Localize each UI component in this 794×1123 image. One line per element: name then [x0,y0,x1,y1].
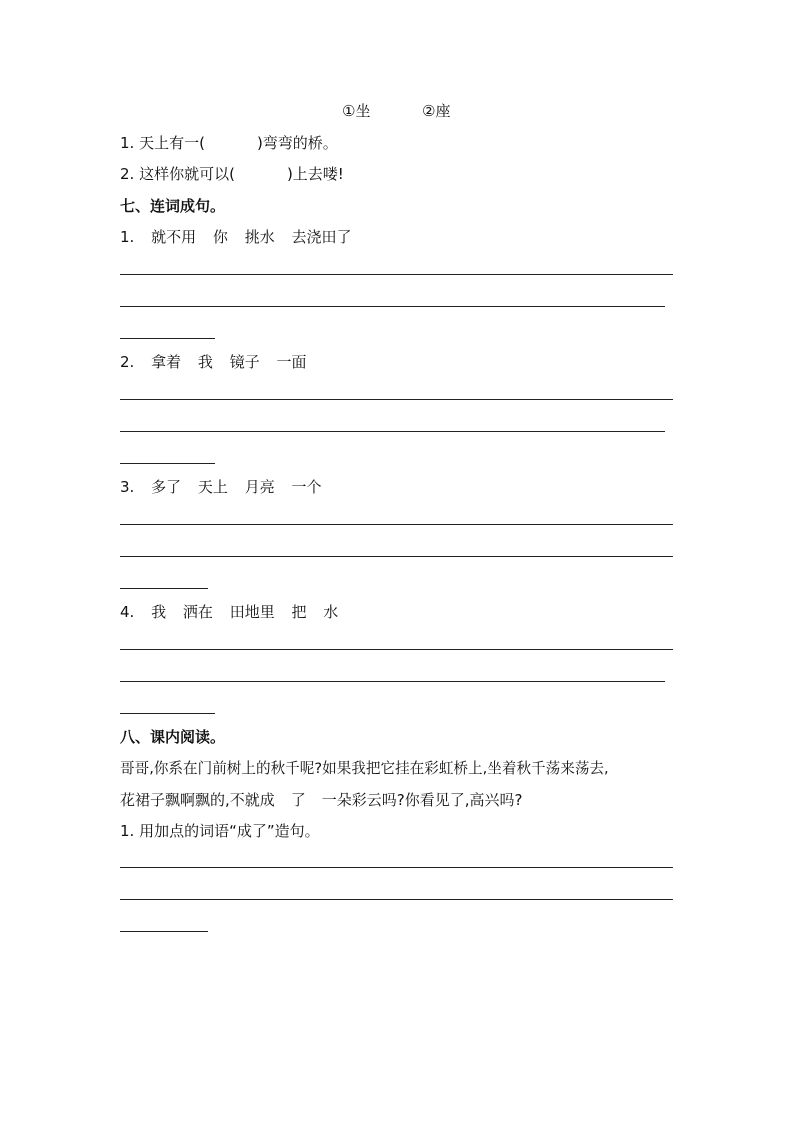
section-7-title: 七、连词成句。 [120,197,226,215]
answer-line[interactable] [120,524,673,525]
sentence-item-2 [120,352,307,372]
answer-line[interactable] [120,338,215,339]
answer-line[interactable] [120,931,208,932]
word: 月亮 [244,478,275,496]
answer-line[interactable] [120,681,665,682]
answer-line[interactable] [120,588,208,589]
fill-item-pre: 这样你就可以( [139,165,235,183]
answer-line[interactable] [120,399,673,400]
sentence-item-4 [120,602,338,622]
answer-line[interactable] [120,306,665,307]
fill-item-pre: 天上有一( [139,134,205,152]
word: 洒在 [182,603,213,621]
fill-item-post: )弯弯的桥。 [256,134,338,152]
word: 一面 [276,353,307,371]
word: 去浇田了 [291,228,352,246]
answer-line[interactable] [120,899,673,900]
question-1: 1. 用加点的词语“成了”造句。 [120,822,320,840]
fill-item-2 [120,164,344,184]
passage-text: 花裙子飘啊飘的,不就成 [120,791,275,809]
answer-line[interactable] [120,463,215,464]
word: 拿着 [151,353,182,371]
answer-line[interactable] [120,274,673,275]
passage-line-2 [120,790,523,810]
fill-item-post: )上去喽! [286,165,344,183]
word: 就不用 [151,228,197,246]
passage-text: 一朵彩云吗?你看见了,高兴吗? [321,791,523,809]
word: 你 [212,228,228,246]
answer-line[interactable] [120,867,673,868]
fill-item-num: 1. [120,134,135,152]
choice-a: ①坐 [342,102,371,120]
item-num: 3. [120,478,135,496]
word: 水 [323,603,339,621]
word: 天上 [197,478,228,496]
sentence-item-1 [120,227,352,247]
fill-item-1 [120,133,338,153]
word: 镜子 [229,353,260,371]
word: 挑水 [244,228,275,246]
word: 田地里 [229,603,275,621]
passage-line-1: 哥哥,你系在门前树上的秋千呢?如果我把它挂在彩虹桥上,坐着秋千荡来荡去, [120,760,609,777]
word: 把 [291,603,307,621]
word: 一个 [291,478,322,496]
word: 我 [197,353,213,371]
word: 我 [151,603,167,621]
item-num: 1. [120,228,135,246]
answer-line[interactable] [120,649,673,650]
answer-line[interactable] [120,713,215,714]
item-num: 4. [120,603,135,621]
fill-item-num: 2. [120,165,135,183]
section-8-title: 八、课内阅读。 [120,728,226,746]
answer-line[interactable] [120,431,665,432]
item-num: 2. [120,353,135,371]
sentence-item-3 [120,477,322,497]
passage-text-dotted: 了 [290,791,306,809]
word: 多了 [151,478,182,496]
answer-line[interactable] [120,556,673,557]
choice-b: ②座 [422,102,451,120]
